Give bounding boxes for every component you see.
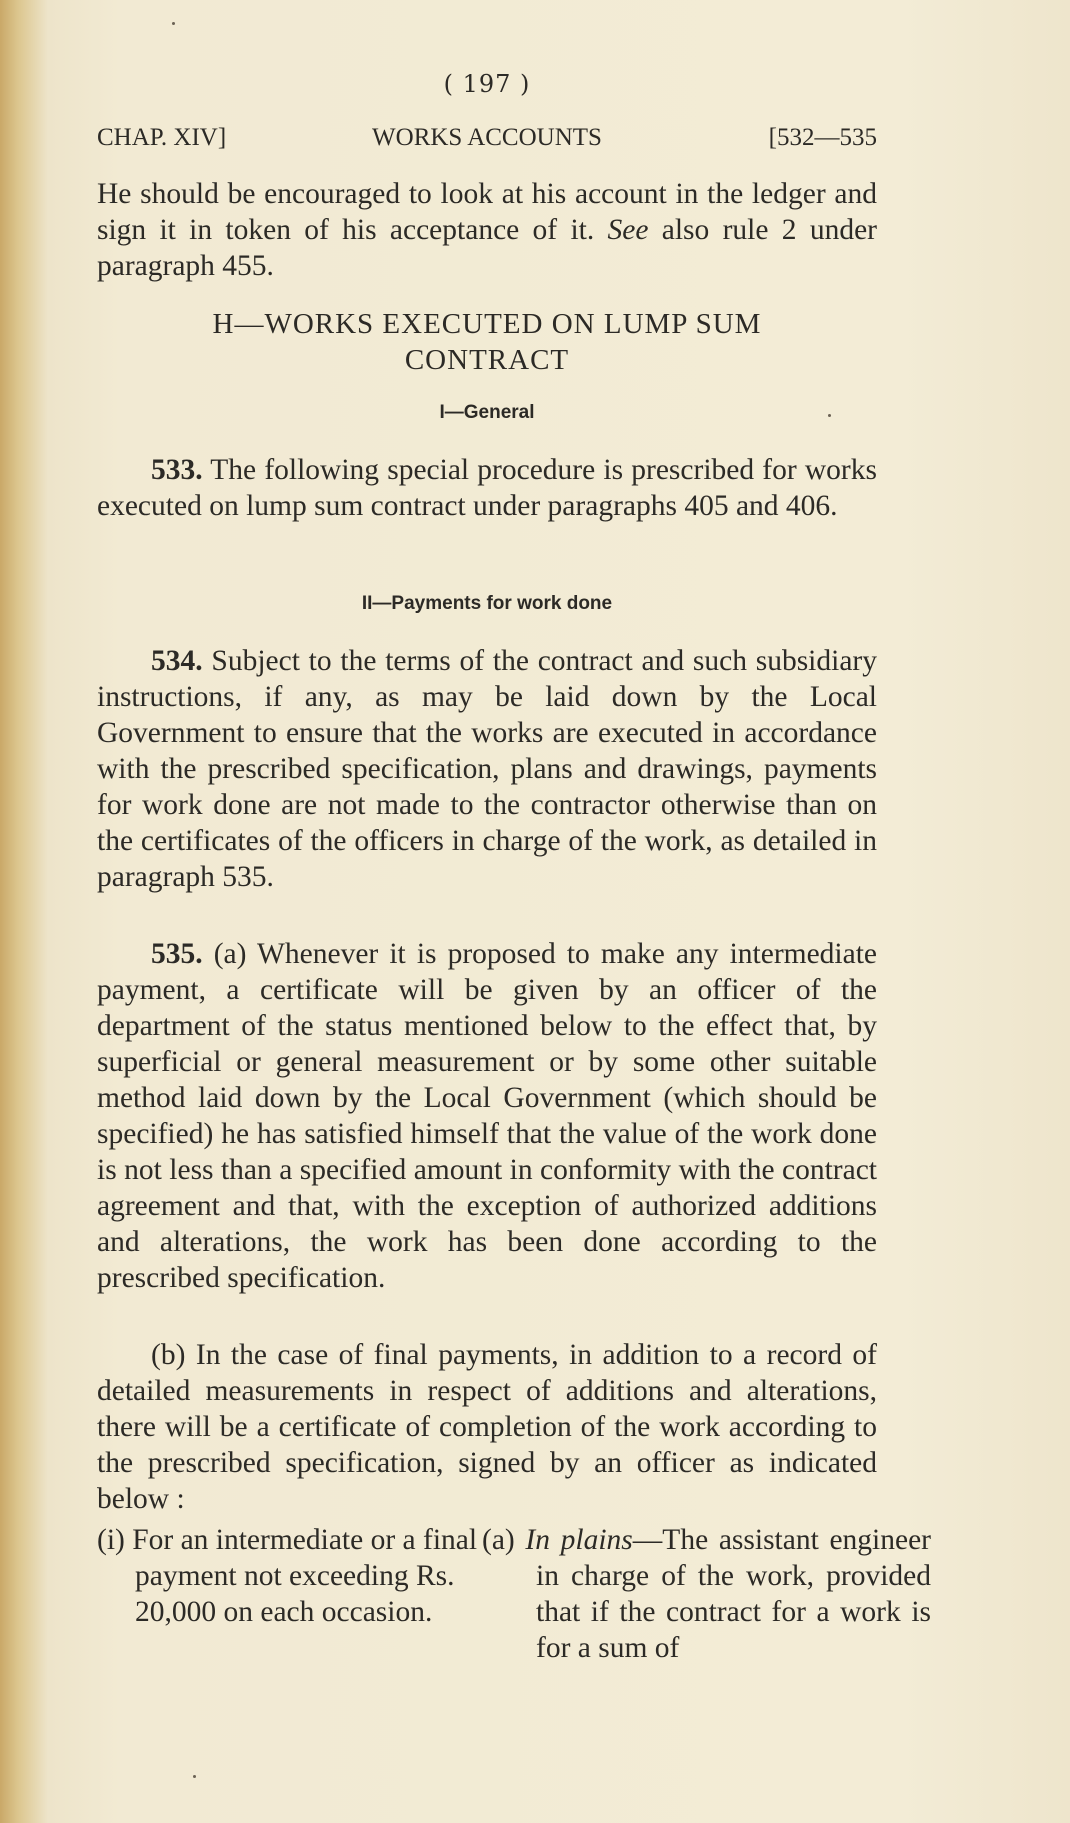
paragraph-535b xyxy=(97,1337,877,1517)
table-right-label: (a) xyxy=(482,1524,515,1556)
section-heading-line-1: H—WORKS EXECUTED ON LUMP SUM xyxy=(212,308,762,340)
table-right-cell xyxy=(482,1522,931,1666)
paragraph-533-number: 533. xyxy=(151,454,203,486)
paper-speck xyxy=(193,1775,196,1778)
subheading-payments-text: II—Payments for work done xyxy=(361,593,613,614)
paper-speck xyxy=(828,414,831,417)
table-right-text: —The assistant engineer in charge of the work, provided that if the contract for a work is for a sum of xyxy=(536,1524,932,1664)
paragraph-534 xyxy=(97,643,877,895)
intro-paragraph xyxy=(97,176,877,284)
running-head-chapter: CHAP. XIV] xyxy=(97,124,227,151)
running-head-paragraph-range: [532—535 xyxy=(768,124,877,151)
paragraph-535a-label: (a) xyxy=(213,938,247,970)
subheading-general-text: I—General xyxy=(439,402,535,423)
intro-text-a: He should be encouraged to look at his account in the ledger and sign it in token of his acceptance of it. xyxy=(97,178,877,246)
table-left-cell: (i) For an intermediate or a final payment not exceeding Rs. 20,000 on each occasion. xyxy=(97,1524,478,1628)
paragraph-535a xyxy=(97,936,877,1296)
paragraph-533-text: The following special procedure is prescribed for works executed on lump sum contract under paragraphs 405 and 406. xyxy=(97,454,877,522)
paragraph-535-number: 535. xyxy=(151,938,203,970)
subheading-general xyxy=(97,402,877,424)
intro-see: See xyxy=(607,214,649,246)
section-heading-h xyxy=(97,306,877,378)
page-number: ( 197 ) xyxy=(443,70,531,98)
running-head-title: WORKS ACCOUNTS xyxy=(372,124,602,151)
intro-text-b: also rule 2 under paragraph 455. xyxy=(97,214,877,282)
paragraph-534-number: 534. xyxy=(151,645,203,677)
paragraph-535b-label: (b) xyxy=(151,1339,186,1371)
paragraph-533 xyxy=(97,452,877,524)
paragraph-535b-text: In the case of final payments, in addition to a record of detailed measurements in respect of additions and alterations, there will be a certificate of completion of the work according to the prescribed specification, signed by an officer as indicated below : xyxy=(97,1339,877,1515)
paragraph-534-text: Subject to the terms of the contract and such subsidiary instructions, if any, as may be laid down by the Local Government to ensure that the works are executed in accordance with the prescribed specification, plans and drawings, payments for work done are not made to the contractor otherwise than on the certificates of the officers in charge of the work, as detailed in paragraph 535. xyxy=(97,645,877,893)
paragraph-535a-text: Whenever it is proposed to make any intermediate payment, a certificate will be given by an officer of the department of the status mentioned below to the effect that, by superficial or general measurement or by some other suitable method laid down by the Local Government (which should be specified) he has satisfied himself that the value of the work done is not less than a specified amount in conformity with the contract agreement and that, with the exception of authorized additions and alterations, the work has been done according to the prescribed specification. xyxy=(97,938,878,1294)
paper-speck xyxy=(172,22,175,25)
section-heading-line-2: CONTRACT xyxy=(404,344,570,376)
table-right-italic: In plains xyxy=(525,1524,633,1556)
subheading-payments xyxy=(97,593,877,615)
